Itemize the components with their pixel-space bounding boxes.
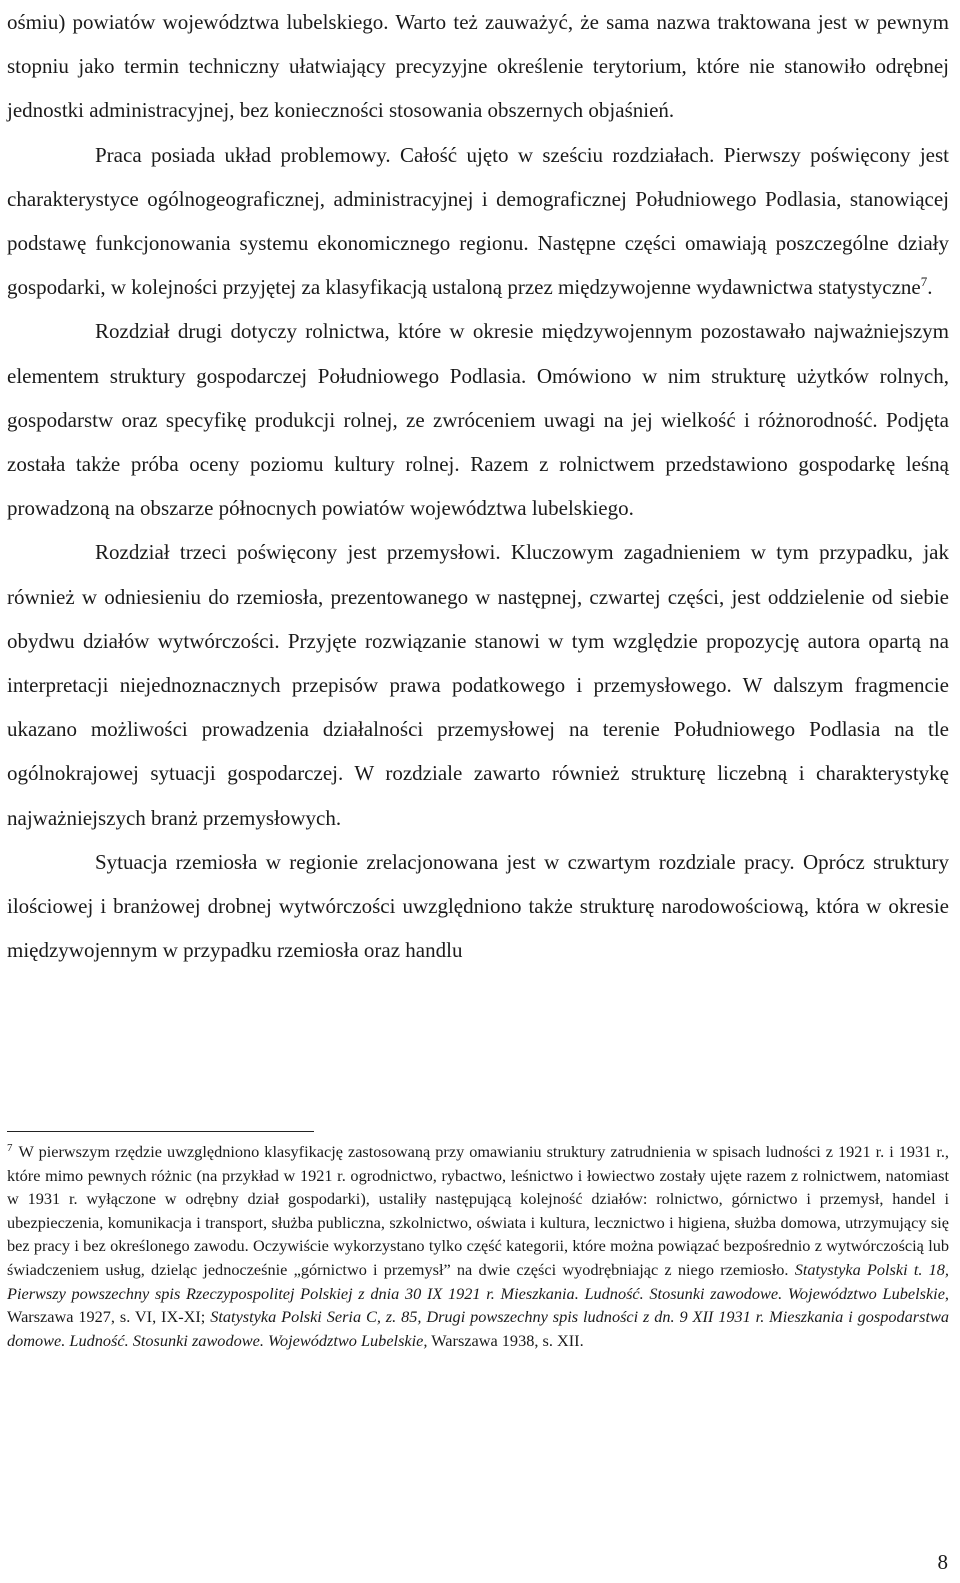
footnote-text: Warszawa 1938, s. XII. [427,1330,584,1350]
paragraph: Rozdział trzeci poświęcony jest przemysłowi. Kluczowym zagadnieniem w tym przypadku, jak również w odniesieniu do rzemiosła, prezentowanego w następnej, czwartej części, jest oddzielenie od siebie obydwu działów wytwórczości. Przyjęte rozwiązanie stanowi w tym względzie propozycję autora opartą na interpretacji niejednoznacznych przepisów prawa podatkowego i przemysłowego. W dalszym fragmencie ukazano możliwości prowadzenia działalności przemysłowej na terenie Południowego Podlasia na tle ogólnokrajowej sytuacji gospodarczej. W rozdziale zawarto również strukturę liczebną i charakterystykę najważniejszych branż przemysłowych. [7,540,949,830]
paragraph-text: Praca posiada układ problemowy. Całość ujęto w sześciu rozdziałach. Pierwszy poświęcony jest charakterystyce ogólnogeograficznej, administracyjnej i demograficznej Południowego Podlasia, stanowiącej podstawę funkcjonowania systemu ekonomicznego regionu. Następne części omawiają poszczególne działy gospodarki, w kolejności przyjętej za klasyfikacją ustaloną przez międzywojenne wydawnictwa statystyczne [7,142,949,300]
footnote-text: W pierwszym rzędzie uwzględniono klasyfikację zastosowaną przy omawianiu struktury zatrudnienia w spisach ludności z 1921 r. i 1931 r., które mimo pewnych różnic (na przykład w 1921 r. ogrodnictwo, rybactwo, leśnictwo i łowiectwo zostały ujęte razem z rolnictwem, natomiast w 1931 r. wyłączone w odrębny dział gospodarki), ustaliły następującą kolejność działów: rolnictwo, górnictwo i przemysł, handel i ubezpieczenia, komunikacja i transport, służba publiczna, szkolnictwo, oświata i kultura, lecznictwo i higiena, służba domowa, utrzymujący się bez pracy i bez określonego zawodu. Oczywiście wykorzystano tylko część kategorii, które można powiązać bezpośrednio z wytwórczością lub świadczeniem usług, dzieląc jednocześnie „górnictwo i przemysł” na dwie części wyodrębniając z niego rzemiosło. [7,1142,949,1279]
footnote-marker: 7 [7,1141,13,1154]
page-number: 8 [937,1550,948,1574]
footnote [7,1140,949,1352]
paragraph: Sytuacja rzemiosła w regionie zrelacjonowana jest w czwartym rozdziale pracy. Oprócz struktury ilościowej i branżowej drobnej wytwórczości uwzględniono także strukturę narodowościową, która w okresie międzywojennym w przypadku rzemiosła oraz handlu [7,849,949,963]
footnote-reference: 7 [920,274,928,290]
paragraph [7,133,949,310]
footnote-citation: Statystyka Polski t. 18, Pierwszy powszechny spis Rzeczypospolitej Polskiej z dnia 30 IX 1921 r. Mieszkania. Ludność. Stosunki zawodowe. Województwo Lubelskie [7,1259,949,1303]
paragraph: ośmiu) powiatów województwa lubelskiego. Warto też zauważyć, że sama nazwa traktowana jest w pewnym stopniu jako termin techniczny ułatwiający precyzyjne określenie terytorium, które nie stanowiło odrębnej jednostki administracyjnej, bez konieczności stosowania obszernych objaśnień. [7,10,949,123]
footnote-citation: Statystyka Polski Seria C, z. 85, Drugi powszechny spis ludności z dn. 9 XII 1931 r. Mieszkania i gospodarstwa domowe. Ludność. Stosunki zawodowe. Województwo Lubelskie, [7,1307,949,1350]
paragraph: Rozdział drugi dotyczy rolnictwa, które w okresie międzywojennym pozostawało najważniejszym elementem struktury gospodarczej Południowego Podlasia. Omówiono w nim strukturę użytków rolnych, gospodarstw oraz specyfikę produkcji rolnej, ze zwróceniem uwagi na jej wielkość i różnorodność. Podjęta została także próba oceny poziomu kultury rolnej. Razem z rolnictwem przedstawiono gospodarkę leśną prowadzoną na obszarze północnych powiatów województwa lubelskiego. [7,319,949,521]
body-text [7,0,949,972]
paragraph-tail: . [927,275,933,300]
footnote-text: , Warszawa 1927, s. VI, IX-XI; [7,1283,949,1327]
footnote-divider [7,1131,314,1132]
